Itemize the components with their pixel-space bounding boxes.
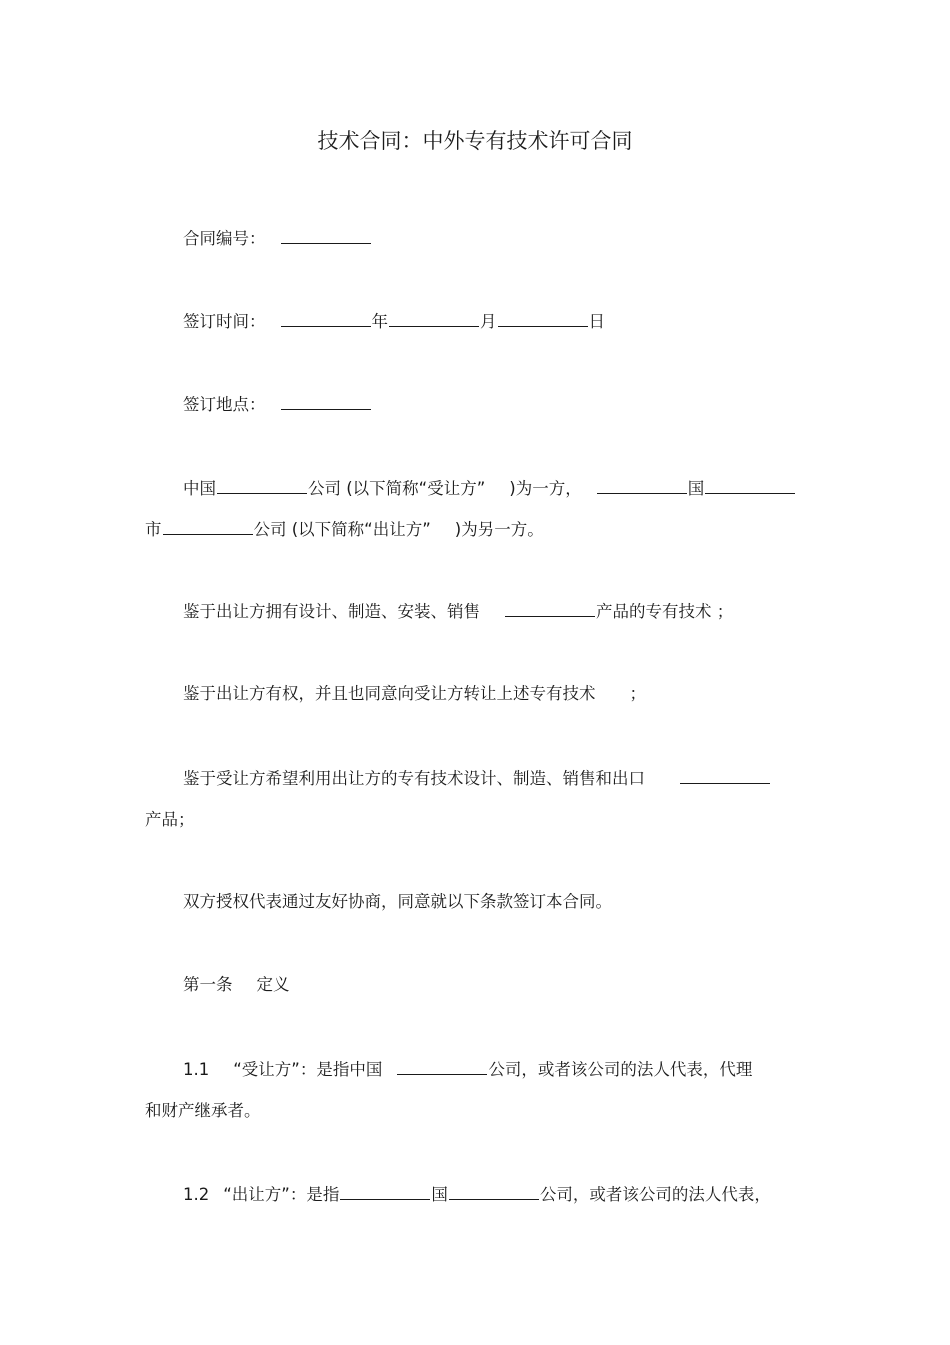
clause-1-2-country-blank <box>340 1182 430 1200</box>
city-label: 市 <box>145 520 162 539</box>
clause-1-1-tail: 公司，或者该公司的法人代表，代理 <box>488 1060 753 1079</box>
licensee-party-text: )为一方， <box>509 479 582 498</box>
product-blank-2 <box>680 766 770 784</box>
clause-1-2-text: “出让方”：是指 <box>223 1185 340 1204</box>
whereas-1-text: 鉴于出让方拥有设计、制造、安装、销售 <box>183 602 480 621</box>
sign-time-line <box>183 309 605 334</box>
whereas-2 <box>183 682 646 706</box>
day-label: 日 <box>588 312 605 331</box>
article-1-number: 第一条 <box>183 975 233 994</box>
article-1-heading <box>183 973 290 997</box>
licensee-definition: 公司 (以下简称“受让方” <box>308 479 486 498</box>
licensee-company-blank <box>217 476 307 494</box>
clause-1-1-text: “受让方”：是指中国 <box>233 1060 383 1079</box>
licensor-company-blank <box>163 517 253 535</box>
licensor-city-blank <box>705 476 795 494</box>
sign-place-label: 签订地点： <box>183 395 266 414</box>
document-title: 技术合同：中外专有技术许可合同 <box>317 129 633 153</box>
country-label: 国 <box>687 479 705 498</box>
day-blank <box>498 309 588 327</box>
clause-1-2-number: 1.2 <box>183 1185 210 1204</box>
sign-time-label: 签订时间： <box>183 312 266 331</box>
parties-line-2 <box>145 517 544 542</box>
licensor-country-blank <box>597 476 687 494</box>
month-blank <box>389 309 479 327</box>
clause-1-1-cont-text: 和财产继承者。 <box>145 1101 261 1120</box>
contract-number-label: 合同编号： <box>183 229 266 248</box>
parties-line-1 <box>183 476 796 501</box>
clause-1-2 <box>183 1182 771 1207</box>
whereas-1-tail: 产品的专有技术 ； <box>596 602 734 621</box>
parties-china: 中国 <box>183 479 216 498</box>
clause-1-1-company-blank <box>397 1057 487 1075</box>
year-blank <box>281 309 371 327</box>
month-label: 月 <box>480 312 497 331</box>
clause-1-2-tail: 公司，或者该公司的法人代表， <box>539 1185 771 1204</box>
clause-1-2-country: 国 <box>431 1185 448 1204</box>
sign-place-line <box>183 392 372 417</box>
whereas-3-cont <box>145 808 195 832</box>
whereas-3-tail: 产品； <box>145 810 195 829</box>
sign-place-blank <box>281 392 371 410</box>
clause-1-1-cont <box>145 1099 261 1123</box>
article-1-title: 定义 <box>256 975 290 994</box>
whereas-1 <box>183 599 733 624</box>
licensor-party-text: )为另一方。 <box>454 520 544 539</box>
whereas-2-text: 鉴于出让方有权，并且也同意向受让方转让上述专有技术 <box>183 684 596 703</box>
year-label: 年 <box>371 312 388 331</box>
whereas-2-tail: ； <box>629 684 646 703</box>
contract-number-blank <box>281 226 371 244</box>
clause-1-1 <box>183 1057 752 1082</box>
clause-1-2-company-blank <box>449 1182 539 1200</box>
agreement-statement <box>183 890 612 914</box>
product-blank-1 <box>505 599 595 617</box>
whereas-3 <box>183 766 771 791</box>
clause-1-1-number: 1.1 <box>183 1060 210 1079</box>
contract-number-line <box>183 226 372 251</box>
whereas-3-text: 鉴于受让方希望利用出让方的专有技术设计、制造、销售和出口 <box>183 769 645 788</box>
licensor-definition: 公司 (以下简称“出让方” <box>253 520 431 539</box>
agreement-text: 双方授权代表通过友好协商，同意就以下条款签订本合同。 <box>183 892 612 911</box>
